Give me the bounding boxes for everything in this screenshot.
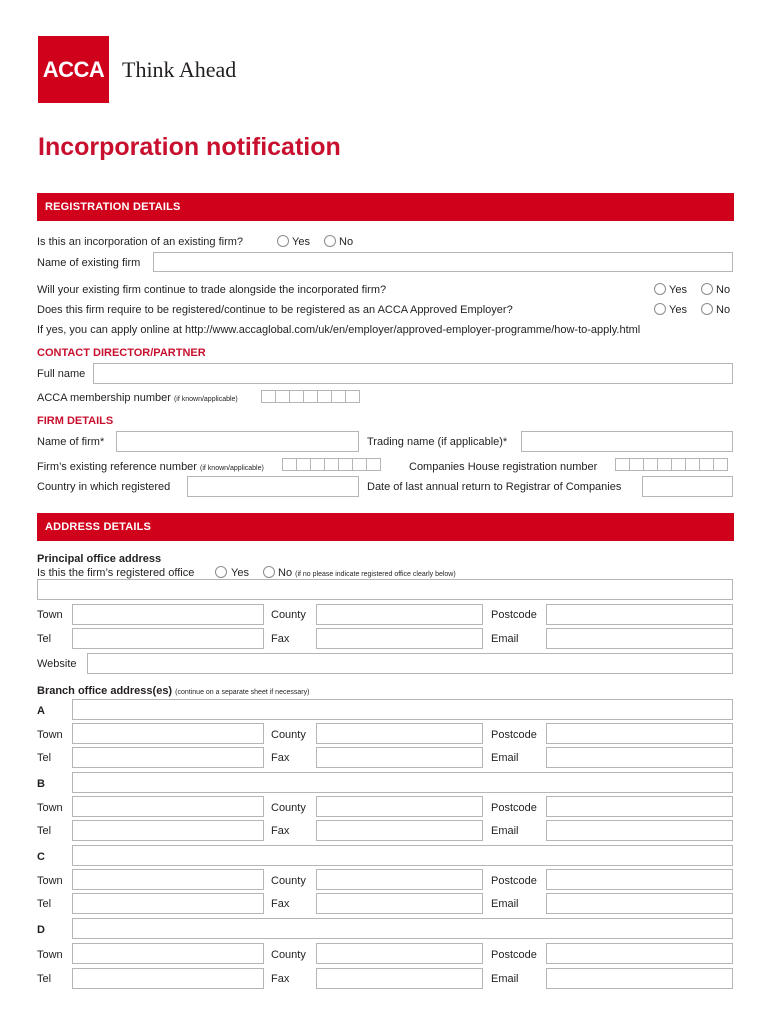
website-field[interactable] <box>87 653 733 674</box>
branch-c-town-field[interactable] <box>72 869 264 890</box>
approved-yes-label: Yes <box>669 304 687 316</box>
address-details-header: ADDRESS DETAILS <box>37 513 734 541</box>
branch-d-county-label: County <box>271 949 306 961</box>
q-continue-label: Will your existing firm continue to trade alongside the incorporated firm? <box>37 284 387 296</box>
branch-a-town-field[interactable] <box>72 723 264 744</box>
branch-b-town-field[interactable] <box>72 796 264 817</box>
membership-number-cells[interactable] <box>262 390 360 403</box>
principal-postcode-field[interactable] <box>546 604 733 625</box>
branch-c-email-label: Email <box>491 898 519 910</box>
principal-office-label: Principal office address <box>37 553 162 565</box>
registered-no-label: No (if no please indicate registered office clearly below) <box>278 567 456 579</box>
branch-a-email-field[interactable] <box>546 747 733 768</box>
apply-online-text: If yes, you can apply online at http://www.accaglobal.com/uk/en/employer/approved-employer-programme/how-to-apply.html <box>37 324 641 336</box>
annual-return-field[interactable] <box>642 476 733 497</box>
registration-details-header: REGISTRATION DETAILS <box>37 193 734 221</box>
trading-name-label: Trading name (if applicable)* <box>367 436 508 448</box>
continue-yes-label: Yes <box>669 284 687 296</box>
branch-c-county-label: County <box>271 875 306 887</box>
branch-b-county-field[interactable] <box>316 796 483 817</box>
branch-b-tel-field[interactable] <box>72 820 264 841</box>
full-name-label: Full name <box>37 368 86 380</box>
branch-c-address-field[interactable] <box>72 845 733 866</box>
logo-text: ACCA <box>42 56 105 82</box>
existing-yes-label: Yes <box>292 236 310 248</box>
branch-a-county-label: County <box>271 729 306 741</box>
branch-b-fax-label: Fax <box>271 825 290 837</box>
q-registered-label: Is this the firm’s registered office <box>37 567 195 579</box>
branch-c-postcode-field[interactable] <box>546 869 733 890</box>
branch-d-county-field[interactable] <box>316 943 483 964</box>
branch-b-postcode-field[interactable] <box>546 796 733 817</box>
branch-d-fax-field[interactable] <box>316 968 483 989</box>
branch-c-fax-field[interactable] <box>316 893 483 914</box>
principal-email-label: Email <box>491 633 519 645</box>
approved-no-label: No <box>716 304 731 316</box>
companies-house-label: Companies House registration number <box>409 461 598 473</box>
country-field[interactable] <box>187 476 359 497</box>
branch-b-fax-field[interactable] <box>316 820 483 841</box>
branch-c-label: C <box>37 851 45 863</box>
branch-d-address-field[interactable] <box>72 918 733 939</box>
branch-d-fax-label: Fax <box>271 973 290 985</box>
principal-tel-label: Tel <box>37 633 52 645</box>
companies-house-cells[interactable] <box>616 458 728 471</box>
existing-no-label: No <box>339 236 354 248</box>
branch-c-email-field[interactable] <box>546 893 733 914</box>
branch-c-fax-label: Fax <box>271 898 290 910</box>
principal-postcode-label: Postcode <box>491 609 537 621</box>
branch-a-postcode-label: Postcode <box>491 729 537 741</box>
existing-no-radio[interactable] <box>324 235 336 247</box>
q-approved-label: Does this firm require to be registered/continue to be registered as an ACCA Approved Employer? <box>37 304 513 316</box>
firm-header: FIRM DETAILS <box>37 415 114 427</box>
branch-d-postcode-field[interactable] <box>546 943 733 964</box>
branch-b-postcode-label: Postcode <box>491 802 537 814</box>
branch-d-tel-field[interactable] <box>72 968 264 989</box>
branch-a-town-label: Town <box>37 729 63 741</box>
country-label: Country in which registered <box>37 481 171 493</box>
principal-fax-field[interactable] <box>316 628 483 649</box>
branch-b-email-field[interactable] <box>546 820 733 841</box>
branch-a-tel-label: Tel <box>37 752 52 764</box>
branch-b-town-label: Town <box>37 802 63 814</box>
branch-c-town-label: Town <box>37 875 63 887</box>
branch-c-tel-label: Tel <box>37 898 52 910</box>
branch-b-address-field[interactable] <box>72 772 733 793</box>
branch-d-email-label: Email <box>491 973 519 985</box>
branch-d-label: D <box>37 924 45 936</box>
branch-a-postcode-field[interactable] <box>546 723 733 744</box>
principal-address-field[interactable] <box>37 579 733 600</box>
branch-a-address-field[interactable] <box>72 699 733 720</box>
firm-name-label: Name of firm* <box>37 436 105 448</box>
branch-a-tel-field[interactable] <box>72 747 264 768</box>
trading-name-field[interactable] <box>521 431 733 452</box>
firm-ref-label: Firm’s existing reference number (if known/applicable) <box>37 461 264 473</box>
acca-logo <box>38 36 109 103</box>
principal-fax-label: Fax <box>271 633 290 645</box>
branch-a-label: A <box>37 705 45 717</box>
branch-b-county-label: County <box>271 802 306 814</box>
registered-yes-radio[interactable] <box>215 566 227 578</box>
principal-county-field[interactable] <box>316 604 483 625</box>
principal-tel-field[interactable] <box>72 628 264 649</box>
tagline: Think Ahead <box>122 57 237 82</box>
firm-name-field[interactable] <box>116 431 359 452</box>
branch-c-tel-field[interactable] <box>72 893 264 914</box>
branch-a-fax-field[interactable] <box>316 747 483 768</box>
principal-county-label: County <box>271 609 306 621</box>
q-existing-label: Is this an incorporation of an existing firm? <box>37 236 244 248</box>
branch-d-tel-label: Tel <box>37 973 52 985</box>
name-existing-label: Name of existing firm <box>37 257 141 269</box>
branch-d-postcode-label: Postcode <box>491 949 537 961</box>
website-label: Website <box>37 658 77 670</box>
branch-b-tel-label: Tel <box>37 825 52 837</box>
continue-yes-radio[interactable] <box>654 283 666 295</box>
branch-c-postcode-label: Postcode <box>491 875 537 887</box>
branch-c-county-field[interactable] <box>316 869 483 890</box>
branch-b-email-label: Email <box>491 825 519 837</box>
branch-d-town-label: Town <box>37 949 63 961</box>
branch-a-email-label: Email <box>491 752 519 764</box>
branch-a-county-field[interactable] <box>316 723 483 744</box>
branch-office-label: Branch office address(es) (continue on a separate sheet if necessary) <box>37 685 310 697</box>
branch-d-email-field[interactable] <box>546 968 733 989</box>
existing-yes-radio[interactable] <box>277 235 289 247</box>
principal-email-field[interactable] <box>546 628 733 649</box>
approved-no-radio[interactable] <box>701 303 713 315</box>
full-name-field[interactable] <box>93 363 733 384</box>
firm-ref-cells[interactable] <box>283 458 381 471</box>
principal-town-label: Town <box>37 609 63 621</box>
name-existing-field[interactable] <box>153 252 733 272</box>
contact-header: CONTACT DIRECTOR/PARTNER <box>37 347 206 359</box>
page-title: Incorporation notification <box>38 133 341 161</box>
annual-return-label: Date of last annual return to Registrar of Companies <box>367 481 622 493</box>
branch-d-town-field[interactable] <box>72 943 264 964</box>
registered-no-radio[interactable] <box>263 566 275 578</box>
approved-yes-radio[interactable] <box>654 303 666 315</box>
branch-b-label: B <box>37 778 45 790</box>
continue-no-radio[interactable] <box>701 283 713 295</box>
branch-a-fax-label: Fax <box>271 752 290 764</box>
principal-town-field[interactable] <box>72 604 264 625</box>
continue-no-label: No <box>716 284 731 296</box>
registered-yes-label: Yes <box>231 567 249 579</box>
membership-label: ACCA membership number (if known/applicable) <box>37 392 238 404</box>
